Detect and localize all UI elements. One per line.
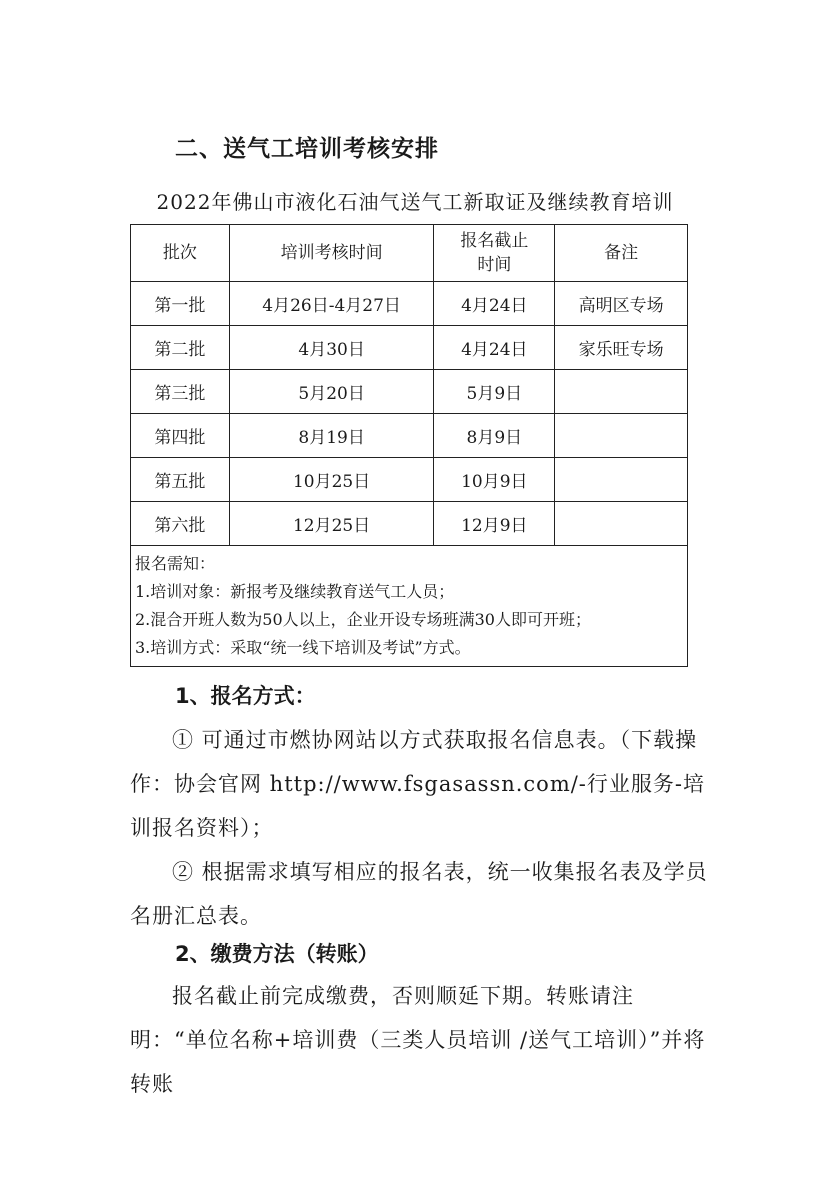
cell-deadline: 8月9日 — [434, 414, 555, 458]
notes-title: 报名需知： — [135, 554, 216, 573]
header-training-time: 培训考核时间 — [229, 225, 434, 282]
table-title: 2022年佛山市液化石油气送气工新取证及继续教育培训 — [156, 190, 674, 214]
cell-batch: 第五批 — [131, 458, 230, 502]
table-notes-row — [131, 546, 688, 667]
table-row — [131, 458, 688, 502]
cell-remarks — [555, 458, 688, 502]
registration-heading: 1、报名方式： — [175, 684, 316, 708]
cell-remarks: 高明区专场 — [555, 282, 688, 326]
cell-training-time: 12月25日 — [229, 502, 434, 546]
cell-training-time: 4月30日 — [229, 326, 434, 370]
table-row — [131, 282, 688, 326]
cell-batch: 第一批 — [131, 282, 230, 326]
schedule-table — [130, 224, 688, 667]
cell-training-time: 5月20日 — [229, 370, 434, 414]
payment-heading: 2、缴费方法（转账） — [175, 942, 379, 966]
table-row — [131, 502, 688, 546]
header-batch: 批次 — [131, 225, 230, 282]
cell-deadline: 12月9日 — [434, 502, 555, 546]
registration-item-2: ② 根据需求填写相应的报名表，统一收集报名表及学员名册汇总表。 — [130, 860, 708, 928]
cell-batch: 第四批 — [131, 414, 230, 458]
cell-deadline: 4月24日 — [434, 282, 555, 326]
registration-item-1: ① 可通过市燃协网站以方式获取报名信息表。（下载操作：协会官网 http://www.fsgasassn.com/-行业服务-培训报名资料）； — [130, 728, 706, 840]
cell-deadline: 4月24日 — [434, 326, 555, 370]
header-remarks: 备注 — [555, 225, 688, 282]
table-row — [131, 414, 688, 458]
section-heading: 二、送气工培训考核安排 — [175, 136, 439, 162]
cell-training-time: 10月25日 — [229, 458, 434, 502]
cell-training-time: 8月19日 — [229, 414, 434, 458]
registration-notes — [131, 546, 688, 667]
cell-batch: 第三批 — [131, 370, 230, 414]
table-header-row — [131, 225, 688, 282]
cell-deadline: 10月9日 — [434, 458, 555, 502]
notes-item: 1.培训对象：新报考及继续教育送气工人员； — [135, 582, 455, 601]
table-row — [131, 326, 688, 370]
cell-training-time: 4月26日-4月27日 — [229, 282, 434, 326]
cell-remarks — [555, 370, 688, 414]
cell-batch: 第二批 — [131, 326, 230, 370]
cell-batch: 第六批 — [131, 502, 230, 546]
cell-remarks — [555, 502, 688, 546]
cell-remarks — [555, 414, 688, 458]
cell-remarks: 家乐旺专场 — [555, 326, 688, 370]
cell-deadline: 5月9日 — [434, 370, 555, 414]
header-deadline: 报名截止 时间 — [434, 225, 555, 282]
payment-text: 报名截止前完成缴费，否则顺延下期。转账请注明：“单位名称+培训费（三类人员培训 /送气工培训）”并将转账 — [130, 984, 706, 1096]
notes-item: 2.混合开班人数为50人以上，企业开设专场班满30人即可开班； — [135, 610, 591, 629]
table-row — [131, 370, 688, 414]
notes-item: 3.培训方式：采取“统一线下培训及考试”方式。 — [135, 638, 471, 657]
